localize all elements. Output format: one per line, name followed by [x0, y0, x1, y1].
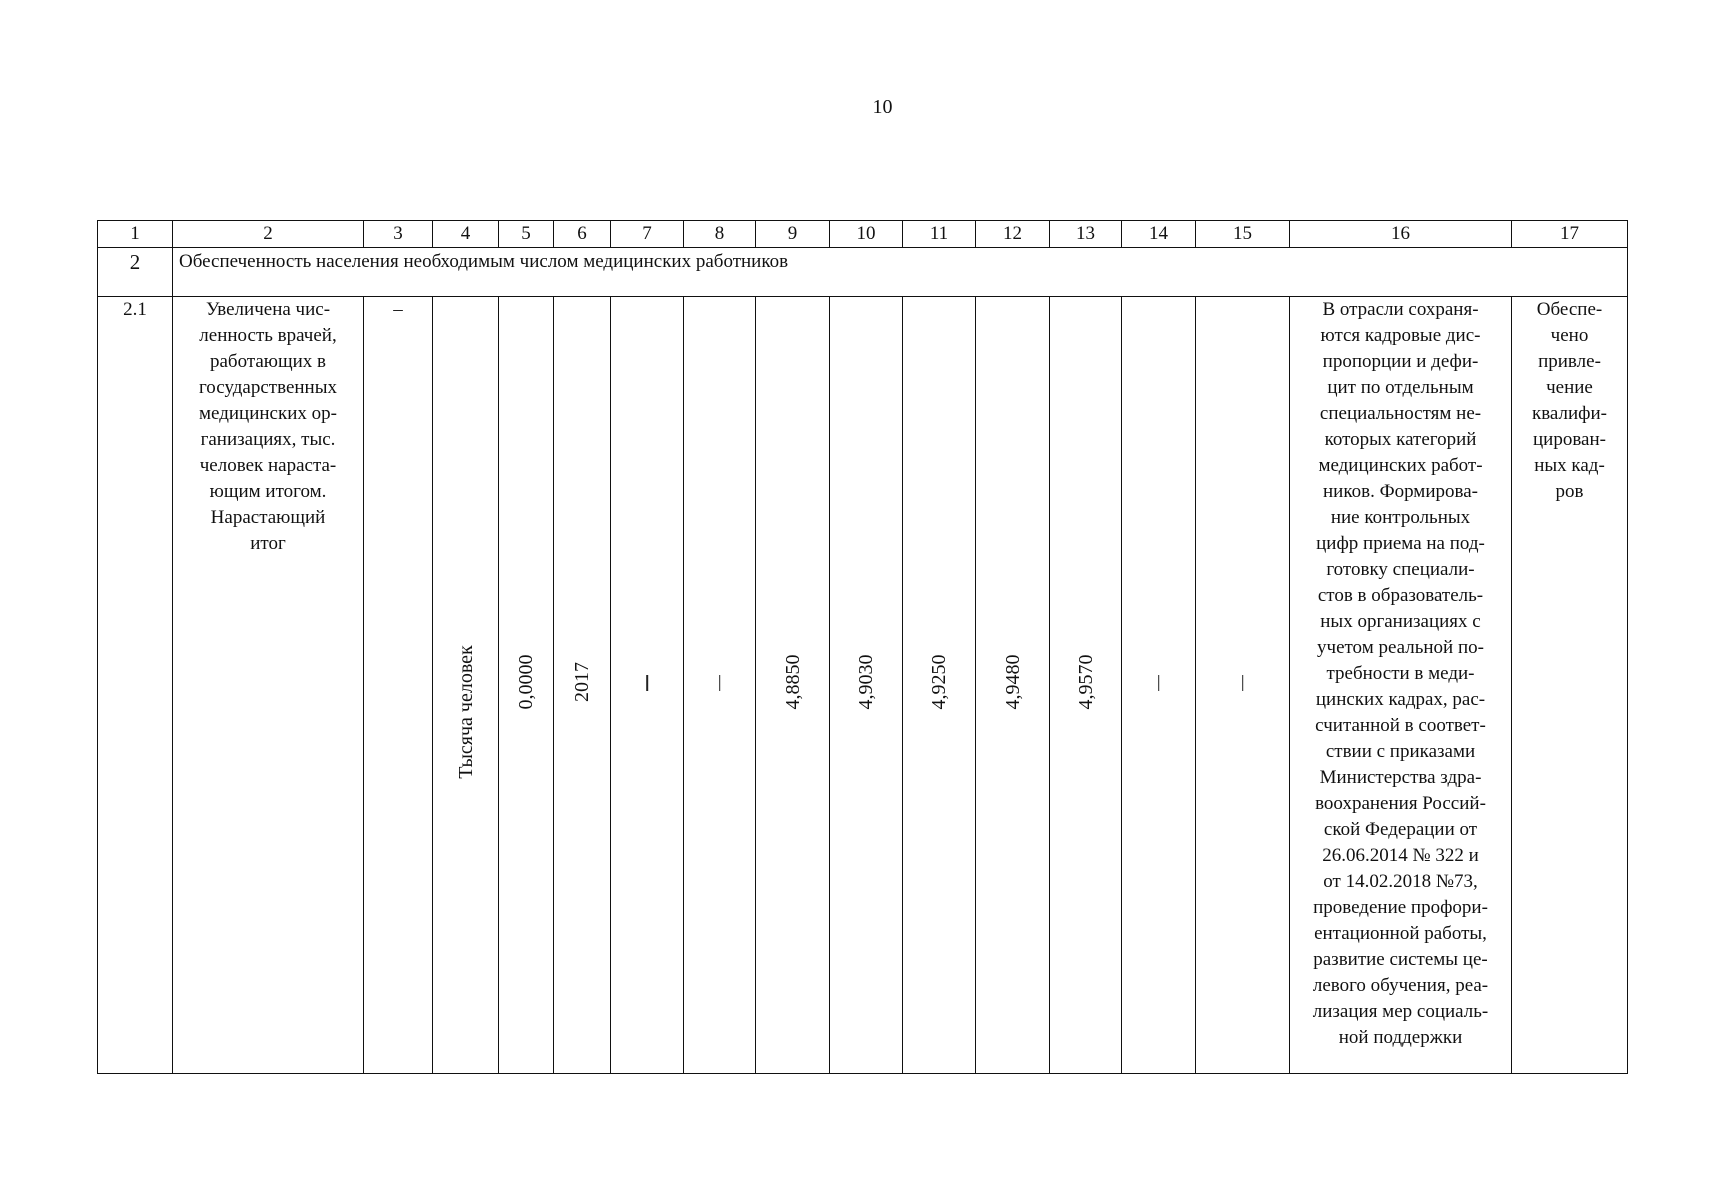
col8-cell: [684, 297, 756, 1074]
result-line: чено: [1550, 325, 1589, 346]
description-line: медицинских ор-: [199, 403, 337, 424]
col-number: 15: [1196, 221, 1290, 248]
comment-line: ников. Формирова-: [1323, 481, 1478, 502]
result-line: цирован-: [1533, 429, 1606, 450]
description-line: Нарастающий: [210, 507, 326, 528]
col-number: 6: [554, 221, 611, 248]
description-line: государственных: [198, 377, 337, 398]
comment-line: воохранения Россий-: [1315, 793, 1486, 814]
comment-line: готовку специали-: [1326, 559, 1475, 580]
col3-dash: –: [364, 297, 433, 1074]
col-number: 4: [433, 221, 499, 248]
col7-cell: [611, 297, 684, 1074]
col-number: 7: [611, 221, 684, 248]
description-line: Увеличена чис-: [205, 299, 331, 320]
col-number: 9: [756, 221, 830, 248]
indicator-table: [97, 220, 1628, 1074]
value-cell-9: [756, 297, 830, 1074]
col-number: 2: [173, 221, 364, 248]
col7-tick-mark: [646, 675, 648, 691]
column-number-row: [98, 221, 1628, 248]
unit-text: Тысяча человек: [454, 645, 477, 779]
description-line: ганизациях, тыс.: [200, 429, 336, 450]
comment-line: Министерства здра-: [1319, 767, 1482, 788]
description-line: итог: [250, 533, 286, 554]
comment-line: цифр приема на под-: [1316, 533, 1485, 554]
result-line: ных кад-: [1534, 455, 1605, 476]
indicator-description: [173, 297, 364, 1074]
comment-line: учетом реальной по-: [1317, 637, 1484, 658]
result-cell: [1512, 297, 1628, 1074]
col-number: 13: [1050, 221, 1122, 248]
description-line: работающих в: [209, 351, 327, 372]
comment-line: стов в образователь-: [1317, 585, 1484, 606]
comment-line: от 14.02.2018 №73,: [1323, 871, 1478, 892]
comment-cell: [1290, 297, 1512, 1074]
col-number: 16: [1290, 221, 1512, 248]
col-number: 11: [903, 221, 976, 248]
result-line: Обеспе-: [1536, 299, 1603, 320]
col8-tick-mark: [719, 675, 721, 691]
value-11: 4,9250: [928, 654, 950, 710]
value-cell-11: [903, 297, 976, 1074]
col-number: 3: [364, 221, 433, 248]
col14-cell: [1122, 297, 1196, 1074]
col15-tick-mark: [1242, 675, 1244, 691]
col15-cell: [1196, 297, 1290, 1074]
col-number: 8: [684, 221, 756, 248]
comment-line: проведение профори-: [1313, 897, 1488, 918]
comment-line: ской Федерации от: [1323, 819, 1478, 840]
comment-line: требности в меди-: [1326, 663, 1475, 684]
comment-line: которых категорий: [1324, 429, 1477, 450]
result-line: ров: [1555, 481, 1584, 502]
indicator-row: [98, 297, 1628, 1074]
value-cell-12: [976, 297, 1050, 1074]
col14-tick-mark: [1158, 675, 1160, 691]
col-number: 1: [98, 221, 173, 248]
col-number: 5: [499, 221, 554, 248]
description-line: ленность врачей,: [199, 325, 337, 346]
comment-line: левого обучения, реа-: [1312, 975, 1489, 996]
comment-line: 26.06.2014 № 322 и: [1322, 845, 1479, 866]
result-line: чение: [1546, 377, 1593, 398]
col-number: 10: [830, 221, 903, 248]
comment-line: ствии с приказами: [1325, 741, 1476, 762]
result-line: квалифи-: [1531, 403, 1607, 424]
comment-line: ние контрольных: [1330, 507, 1471, 528]
unit-cell: [433, 297, 499, 1074]
section-title: Обеспеченность населения необходимым числом медицинских работников: [173, 248, 1628, 297]
value-13: 4,9570: [1074, 654, 1097, 710]
base-value: 0,0000: [515, 654, 537, 710]
base-year: 2017: [571, 662, 593, 702]
value-12: 4,9480: [1001, 654, 1024, 710]
comment-line: ных организациях с: [1320, 611, 1481, 632]
col-number: 14: [1122, 221, 1196, 248]
value-cell-13: [1050, 297, 1122, 1074]
comment-line: лизация мер социаль-: [1312, 1001, 1489, 1022]
section-row: [98, 248, 1628, 297]
value-cell-10: [830, 297, 903, 1074]
base-year-cell: [554, 297, 611, 1074]
comment-line: ются кадровые дис-: [1320, 325, 1481, 346]
row-id: 2.1: [98, 297, 173, 1074]
comment-line: ной поддержки: [1338, 1027, 1463, 1048]
description-line: ющим итогом.: [209, 481, 327, 502]
result-line: привле-: [1538, 351, 1601, 372]
comment-line: развитие системы це-: [1313, 949, 1488, 970]
comment-line: цит по отдельным: [1327, 377, 1474, 398]
page-number: 10: [872, 96, 893, 118]
value-9: 4,8850: [781, 654, 804, 710]
comment-line: ентационной работы,: [1314, 923, 1487, 944]
comment-line: цинских кадрах, рас-: [1315, 689, 1486, 710]
col-number: 17: [1512, 221, 1628, 248]
comment-line: В отрасли сохраня-: [1322, 299, 1479, 320]
base-value-cell: [499, 297, 554, 1074]
value-10: 4,9030: [855, 654, 877, 710]
comment-line: считанной в соответ-: [1315, 715, 1486, 736]
description-line: человек нараста-: [199, 455, 337, 476]
comment-line: специальностям не-: [1319, 403, 1482, 424]
col-number: 12: [976, 221, 1050, 248]
comment-line: пропорции и дефи-: [1322, 351, 1479, 372]
comment-line: медицинских работ-: [1318, 455, 1483, 476]
section-number: 2: [98, 248, 173, 297]
